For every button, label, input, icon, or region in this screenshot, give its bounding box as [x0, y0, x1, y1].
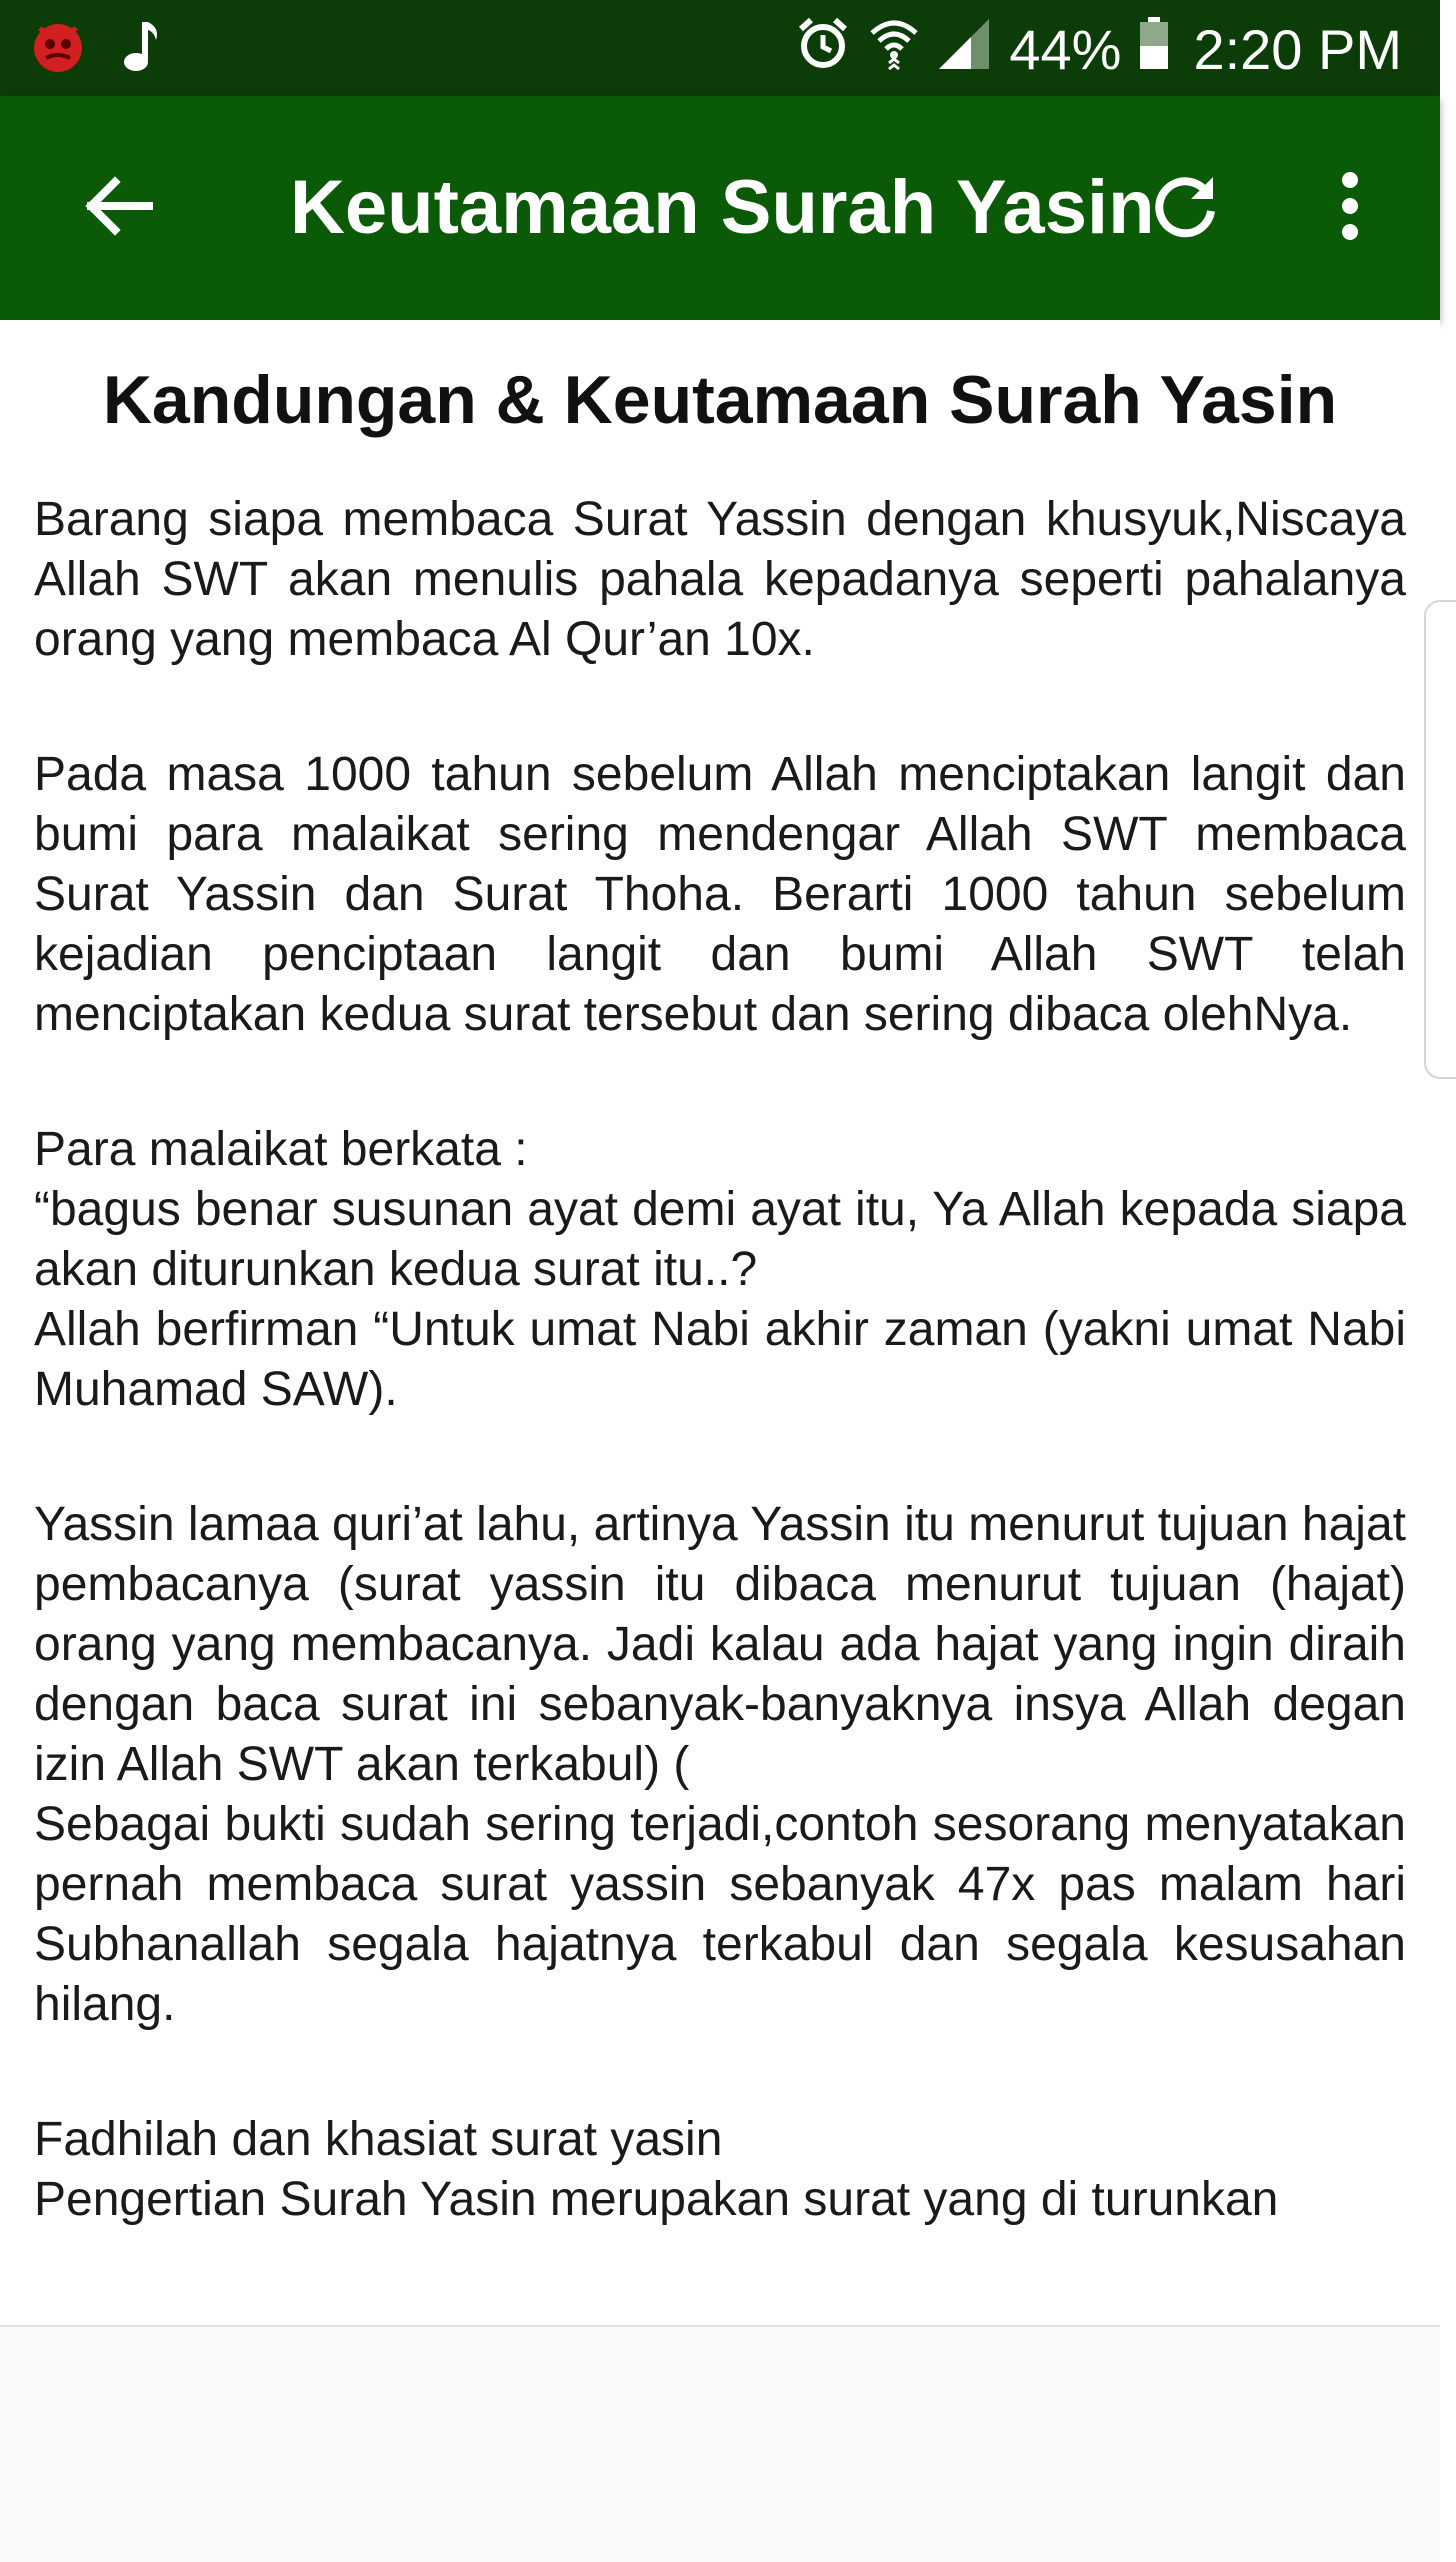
paragraph-3	[34, 1120, 1406, 1420]
more-options-button[interactable]	[1294, 152, 1406, 264]
bottom-ad-area	[0, 2325, 1440, 2562]
refresh-button[interactable]	[1130, 152, 1242, 264]
more-vert-icon	[1340, 171, 1360, 246]
music-note-icon	[120, 18, 160, 79]
battery-icon	[1139, 15, 1169, 84]
app-bar	[0, 96, 1440, 320]
article-content[interactable]	[0, 320, 1440, 2325]
scrollbar[interactable]	[1424, 600, 1456, 1079]
paragraph-5	[34, 2110, 1406, 2230]
status-bar-left	[30, 18, 160, 78]
wifi-icon	[869, 15, 919, 84]
paragraph-2: Pada masa 1000 tahun sebelum Allah menciptakan langit dan bumi para malaikat sering mendengar Allah SWT membaca Surat Yassin dan Surat Thoha. Berarti 1000 tahun sebelum kejadian penciptaan langit dan bumi Allah SWT telah menciptakan kedua surat tersebut dan sering dibaca olehNya.	[34, 748, 1406, 1041]
refresh-icon	[1151, 171, 1221, 246]
signal-icon	[937, 15, 991, 84]
app-notification-icon	[30, 18, 86, 79]
battery-percent: 44%	[1009, 17, 1122, 81]
status-bar	[0, 0, 1440, 96]
paragraph-1: Barang siapa membaca Surat Yassin dengan khusyuk,Niscaya Allah SWT akan menulis pahala kepadanya seperti pahalanya orang yang membaca Al Qur’an 10x.	[34, 493, 1406, 666]
back-button[interactable]	[62, 152, 174, 264]
paragraph-4-line-1: Yassin lamaa quri’at lahu, artinya Yassin itu menurut tujuan hajat pembacanya (surat yassin itu dibaca menurut tujuan (hajat) orang yang membacanya. Jadi kalau ada hajat yang ingin diraih dengan baca surat ini sebanyak-banyaknya insya Allah degan izin Allah SWT akan terkabul) (	[34, 1498, 1406, 1791]
clock: 2:20 PM	[1193, 17, 1402, 81]
article-title: Kandungan & Keutamaan Surah Yasin	[102, 362, 1338, 438]
paragraph-4-line-2: Sebagai bukti sudah sering terjadi,contoh sesorang menyatakan pernah membaca surat yassin sebanyak 47x pas malam hari Subhanallah segala hajatnya terkabul dan segala kesusahan hilang.	[34, 1798, 1406, 2031]
paragraph-3-line-2: “bagus benar susunan ayat demi ayat itu, Ya Allah kepada siapa akan diturunkan kedua surat itu..?	[34, 1183, 1406, 1296]
paragraph-5-line-2: Pengertian Surah Yasin merupakan surat yang di turunkan	[34, 2173, 1279, 2226]
paragraph-4	[34, 1495, 1406, 2035]
alarm-icon	[795, 15, 851, 84]
app-title: Keutamaan Surah Yasin	[290, 165, 1155, 250]
paragraph-3-line-1: Para malaikat berkata :	[34, 1123, 528, 1176]
paragraph-3-line-3: Allah berfirman “Untuk umat Nabi akhir zaman (yakni umat Nabi Muhamad SAW).	[34, 1303, 1406, 1416]
arrow-left-icon	[83, 176, 153, 241]
paragraph-5-line-1: Fadhilah dan khasiat surat yasin	[34, 2113, 723, 2166]
status-bar-right	[795, 14, 1402, 84]
article-body	[34, 490, 1406, 2230]
